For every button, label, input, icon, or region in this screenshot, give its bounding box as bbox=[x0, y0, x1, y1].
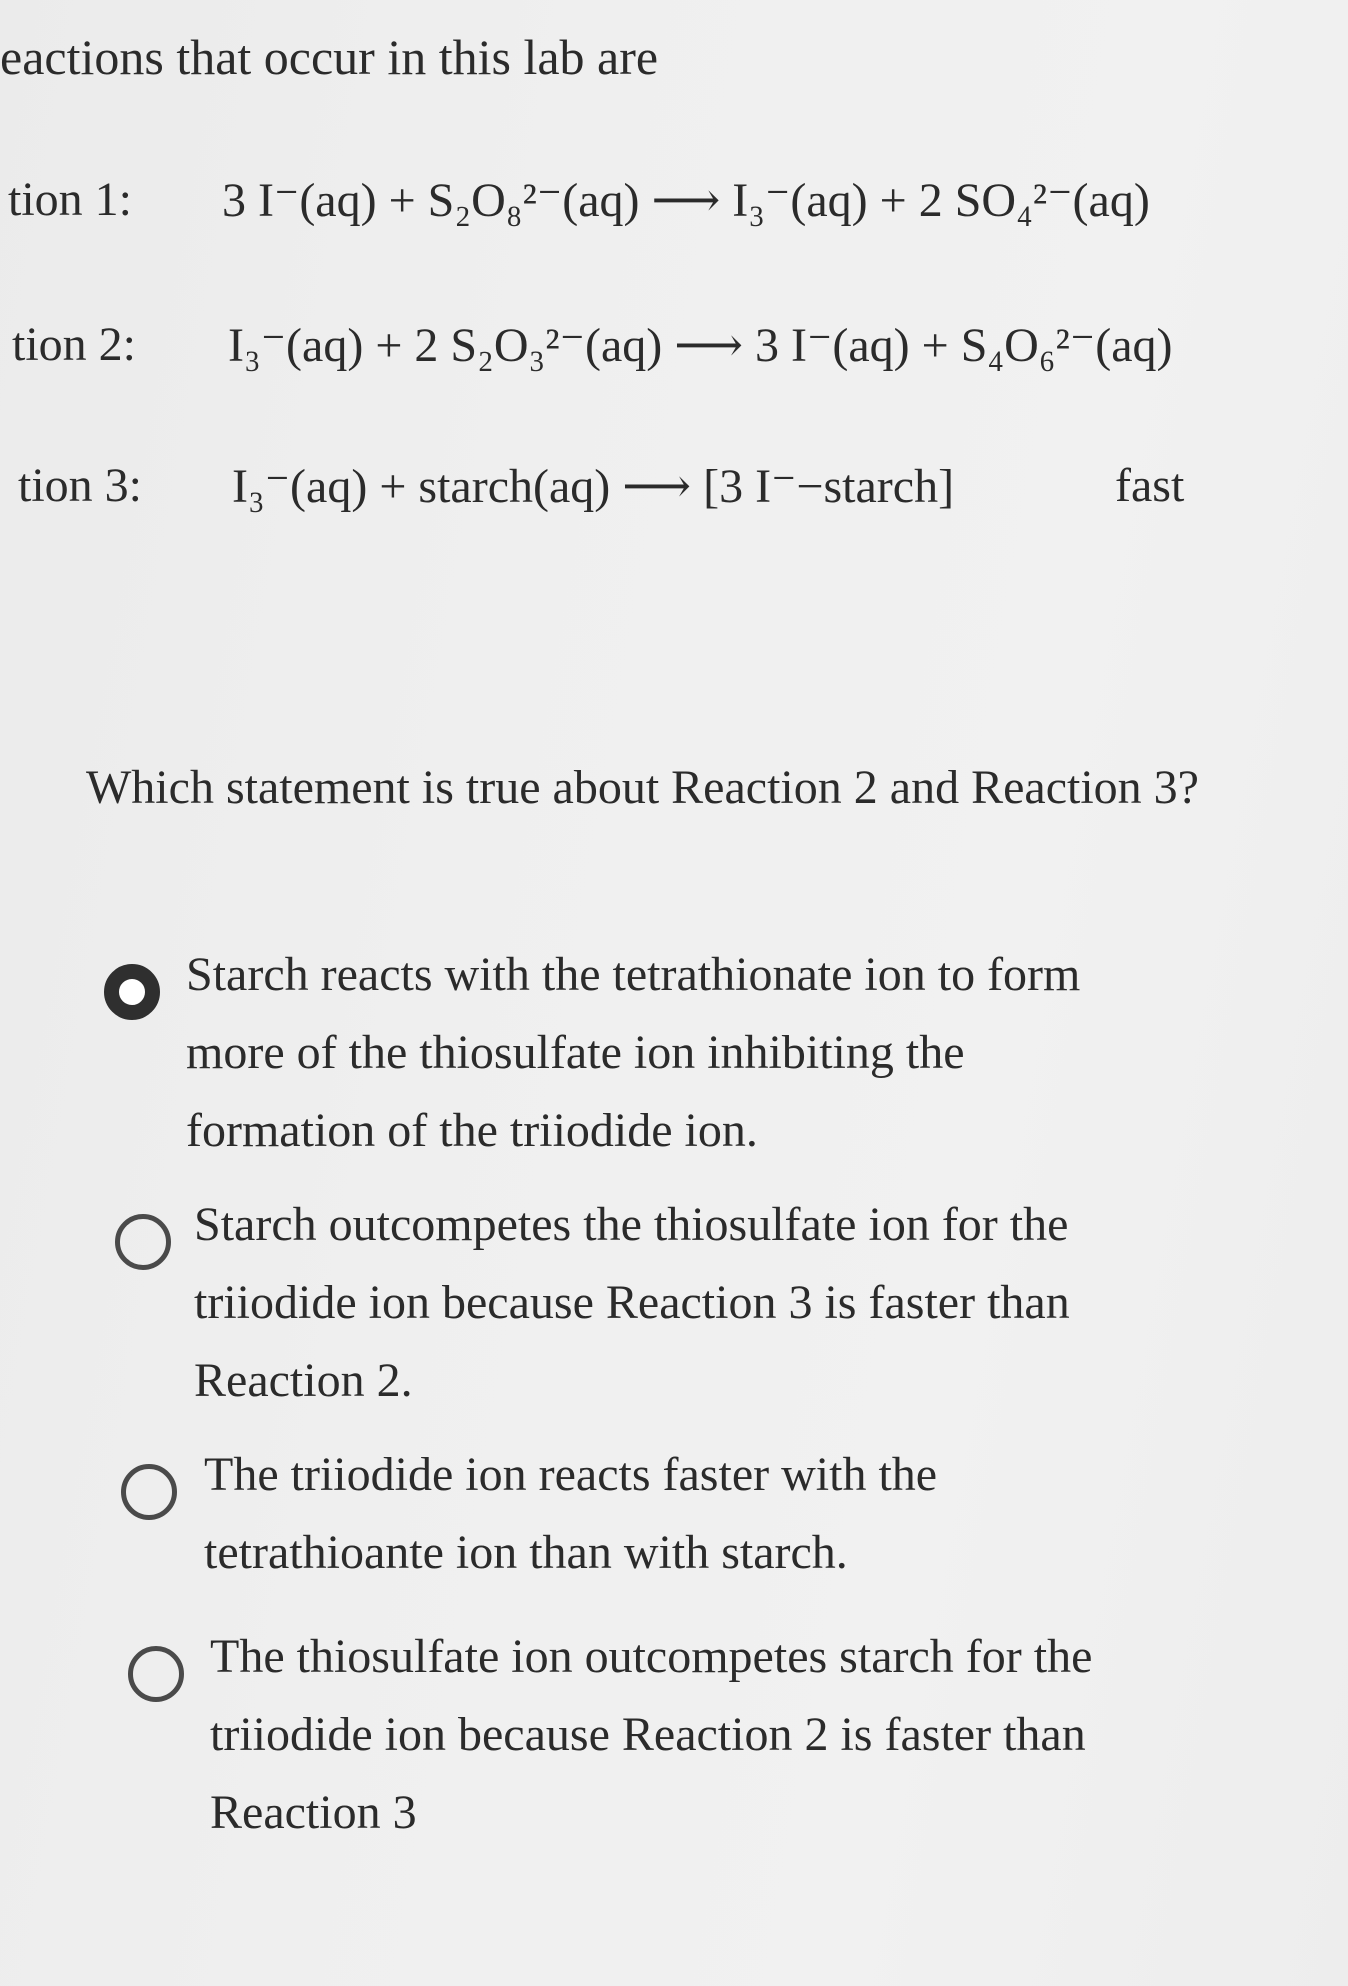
radio-selected-icon[interactable] bbox=[104, 964, 160, 1020]
reaction-label: tion 1: bbox=[8, 173, 133, 226]
answer-option-3[interactable] bbox=[0, 1436, 1348, 1606]
reaction-3 bbox=[0, 458, 1348, 528]
answer-option-2[interactable] bbox=[0, 1186, 1348, 1426]
option-text: Starch reacts with the tetrathionate ion to form more of the thiosulfate ion inhibiting the formation of the triiodide ion. bbox=[186, 948, 1081, 1157]
reaction-equation: 3 I⁻(aq) + S₂O₈²⁻(aq) ⟶ I₃⁻(aq) + 2 SO₄²⁻(aq) bbox=[222, 174, 1150, 227]
reaction-equation: I₃⁻(aq) + starch(aq) ⟶ [3 I⁻−starch] bbox=[232, 460, 955, 513]
intro-text: eactions that occur in this lab are bbox=[0, 29, 659, 85]
reaction-equation: I₃⁻(aq) + 2 S₂O₃²⁻(aq) ⟶ 3 I⁻(aq) + S₄O₆²⁻(aq) bbox=[228, 319, 1173, 372]
answer-option-1[interactable] bbox=[0, 936, 1348, 1176]
reaction-speed: fast bbox=[1115, 459, 1185, 512]
radio-unselected-icon[interactable] bbox=[115, 1214, 171, 1270]
option-text: Starch outcompetes the thiosulfate ion for the triiodide ion because Reaction 3 is faster than Reaction 2. bbox=[194, 1198, 1070, 1407]
reaction-1 bbox=[0, 172, 1348, 242]
radio-unselected-icon[interactable] bbox=[128, 1646, 184, 1702]
option-text: The triiodide ion reacts faster with the tetrathioante ion than with starch. bbox=[204, 1448, 938, 1579]
radio-unselected-icon[interactable] bbox=[121, 1464, 177, 1520]
question-prompt: Which statement is true about Reaction 2 and Reaction 3? bbox=[86, 761, 1199, 814]
reaction-label: tion 3: bbox=[18, 459, 143, 512]
option-text: The thiosulfate ion outcompetes starch for the triiodide ion because Reaction 2 is faster than Reaction 3 bbox=[210, 1630, 1093, 1839]
reaction-label: tion 2: bbox=[12, 318, 137, 371]
answer-option-4[interactable] bbox=[0, 1618, 1348, 1858]
reaction-2 bbox=[0, 317, 1348, 387]
